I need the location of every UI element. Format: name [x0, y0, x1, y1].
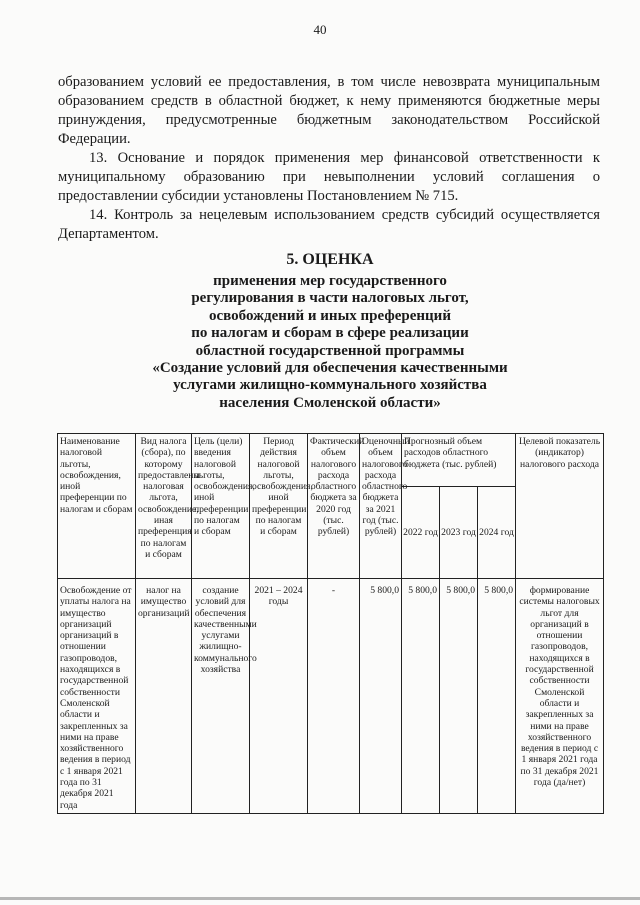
header-actual-volume: Фактический объем налогового расхода областного бюджета за 2020 год (тыс. рублей)	[308, 434, 360, 579]
cell-target-indicator: формирование системы налоговых льгот для организаций в отношении газопроводов, находящихся в государственной собственности Смоленской области и закрепленных за ними на праве хозяйственного ведения в период с 1 января 2021 года по 31 декабря 2021 года (да/нет)	[516, 579, 604, 814]
section-heading	[60, 250, 600, 412]
heading-line: регулирования в части налоговых льгот,	[191, 290, 469, 307]
header-target-indicator: Целевой показатель (индикатор) налогового расхода	[516, 434, 604, 579]
cell-actual-volume: -	[308, 579, 360, 814]
cell-purpose: создание условий для обеспечения качественными услугами жилищно-коммунального хозяйства	[192, 579, 250, 814]
page-number: 40	[313, 22, 327, 37]
header-year-2024: 2024 год	[478, 487, 516, 579]
header-estimated-volume: Оценочный объем налогового расхода областного бюджета за 2021 год (тыс. рублей)	[360, 434, 402, 579]
paragraph-continuation: образованием условий ее предоставления, в том числе невозврата муниципальным образованием средств в областной бюджет, к нему применяются бюджетные меры принуждения, предусмотренные бюджетным законодательством Российской Федерации.	[58, 74, 600, 147]
table-header-row	[58, 434, 604, 487]
scan-edge-line	[0, 897, 640, 900]
cell-period: 2021 – 2024 годы	[250, 579, 308, 814]
section-number: 5. ОЦЕНКА	[286, 251, 374, 268]
header-purpose: Цель (цели) введения налоговой льготы, освобождения, иной преференции по налогам и сборам	[192, 434, 250, 579]
heading-line: населения Смоленской области»	[219, 394, 441, 411]
heading-line: применения мер государственного	[213, 273, 447, 289]
heading-line: «Создание условий для обеспечения качественными	[152, 360, 508, 377]
header-tax-type: Вид налога (сбора), по которому предоставлены налоговая льгота, освобождение, иная преференция по налогам и сборам	[136, 434, 192, 579]
heading-line: освобождений и иных преференций	[209, 307, 451, 324]
cell-2024: 5 800,0	[478, 579, 516, 814]
heading-line: по налогам и сборам в сфере реализации	[191, 325, 469, 342]
cell-tax-type: налог на имущество организаций	[136, 579, 192, 814]
tax-expenditure-table	[57, 433, 604, 814]
heading-line: областной государственной программы	[195, 342, 465, 359]
table-row	[58, 579, 604, 814]
header-year-2022: 2022 год	[402, 487, 440, 579]
cell-name: Освобождение от уплаты налога на имущество организаций организаций в отношении газопроводов, находящихся в государственной собственности Смоленской области и закрепленных за ними на праве хозяйственного ведения в период с 1 января 2021 года по 31 декабря 2021 года	[58, 579, 136, 814]
paragraph-14: 14. Контроль за нецелевым использованием средств субсидий осуществляется Департаментом.	[58, 207, 600, 242]
body-text	[58, 73, 600, 244]
header-period: Период действия налоговой льготы, освобождения, иной преференции по налогам и сборам	[250, 434, 308, 579]
cell-2023: 5 800,0	[440, 579, 478, 814]
header-forecast-volume: Прогнозный объем расходов областного бюджета (тыс. рублей)	[402, 434, 516, 487]
header-name: Наименование налоговой льготы, освобождения, иной преференции по налогам и сборам	[58, 434, 136, 579]
cell-2022: 5 800,0	[402, 579, 440, 814]
cell-estimated-volume: 5 800,0	[360, 579, 402, 814]
paragraph-13: 13. Основание и порядок применения мер финансовой ответственности к муниципальному образованию при невыполнении условий соглашения о предоставлении субсидии установлены Постановлением № 715.	[58, 150, 600, 204]
heading-line: услугами жилищно-коммунального хозяйства	[173, 377, 487, 394]
header-year-2023: 2023 год	[440, 487, 478, 579]
